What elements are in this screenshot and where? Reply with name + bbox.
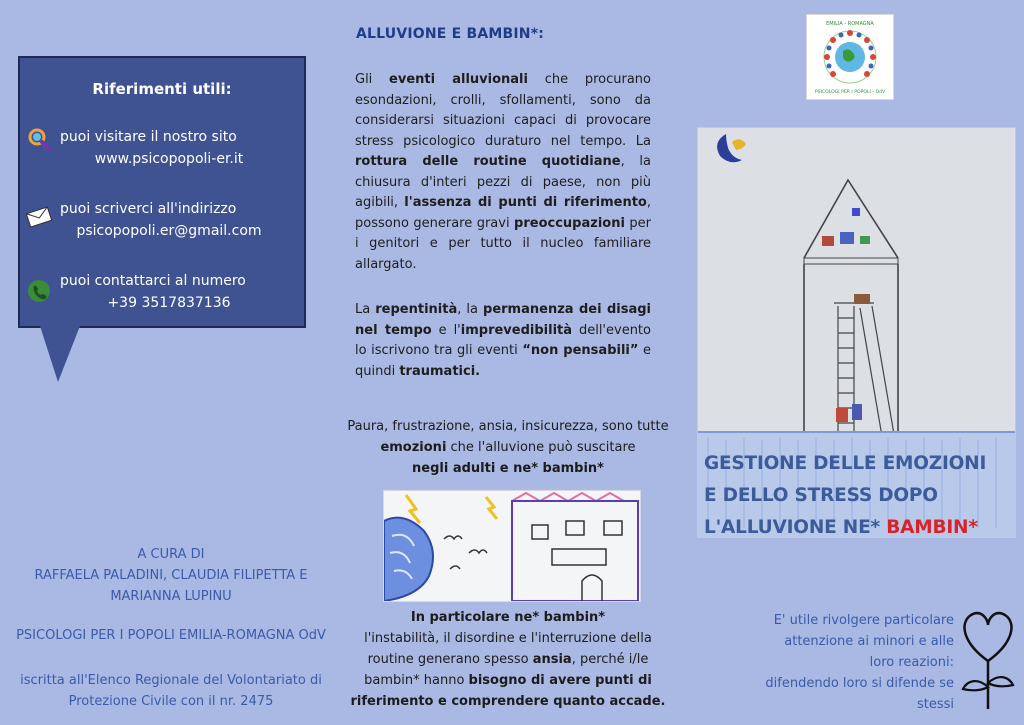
- p2-bold-4: “non pensabili”: [522, 343, 639, 358]
- credits-registry-1: iscritta all'Elenco Regionale del Volontariato di: [20, 673, 322, 688]
- references-title: Riferimenti utili:: [92, 80, 232, 98]
- p1-bold-3: l'assenza di punti di riferimento: [404, 195, 647, 210]
- p2-bold-5: traumatici.: [399, 363, 481, 379]
- p1-text-e: , possono generare gravi: [355, 195, 651, 231]
- p1-text-f: per i genitori e per tutto il nucleo familiare allargato.: [355, 215, 651, 272]
- credits-org: PSICOLOGI PER I POPOLI EMILIA-ROMAGNA OdV: [16, 628, 326, 643]
- logo-top-text: EMILIA - ROMAGNA: [826, 21, 874, 27]
- child-drawing-flood: [383, 490, 641, 602]
- p2-text-c: , la: [457, 302, 484, 317]
- p1-bold-4: preoccupazioni: [514, 215, 625, 231]
- email-label: puoi scriverci all'indirizzo: [60, 201, 237, 217]
- credits-curated-by: A CURA DI: [137, 547, 205, 562]
- note-line-2: attenzione ai minori e alle: [784, 634, 954, 649]
- p2-bold-3: imprevedibilità: [460, 322, 573, 338]
- p2-text-e: dell'evento lo iscrivono tra gli eventi: [355, 322, 651, 358]
- p4-line-2b: , perché i/le: [571, 652, 649, 667]
- p1-bold-1: eventi alluvionali: [389, 72, 528, 87]
- phone-link[interactable]: +39 3517837136: [107, 295, 231, 311]
- credits-block: [0, 544, 342, 607]
- p1-bold-2: rottura delle routine quotidiane: [355, 154, 621, 169]
- p2-bold-2: permanenza dei disagi nel tempo: [355, 302, 651, 338]
- p3-bold-emotions: emozioni: [380, 440, 447, 455]
- website-link[interactable]: www.psicopopoli-er.it: [94, 151, 244, 167]
- p3-bold-adults: negli adulti e ne* bambin*: [412, 461, 604, 476]
- p2-bold-1: repentinità: [375, 302, 458, 317]
- cover-title-line-1: GESTIONE DELLE EMOZIONI: [704, 453, 987, 474]
- note-line-3: loro reazioni:: [869, 655, 954, 670]
- note-line-1: E' utile rivolgere particolare: [773, 613, 954, 628]
- cover-title-line-2: E DELLO STRESS DOPO: [704, 485, 938, 506]
- p2-text-d: e l': [431, 322, 461, 338]
- closing-note: [728, 610, 954, 715]
- magnifier-icon: [26, 126, 52, 152]
- p2-text-f: e quindi: [355, 343, 652, 379]
- middle-title: ALLUVIONE E BAMBIN*:: [356, 26, 545, 42]
- website-label: puoi visitare il nostro sito: [60, 129, 237, 145]
- p1-text-a: Gli: [355, 72, 390, 87]
- paragraph-1: [355, 70, 651, 275]
- paragraph-4: [340, 607, 676, 712]
- cover-title: [704, 448, 1004, 544]
- note-line-4: difendendo loro si difende se: [765, 676, 954, 691]
- p4-bold-anxiety: ansia: [532, 652, 572, 667]
- email-link[interactable]: psicopopoli.er@gmail.com: [76, 223, 262, 239]
- p4-line-2a: routine generano spesso: [367, 652, 533, 667]
- p4-line-1: l'instabilità, il disordine e l'interruzione della: [364, 631, 652, 646]
- p4-bold-need: bisogno di avere punti di: [468, 673, 652, 688]
- credits-registry-2: Protezione Civile con il nr. 2475: [68, 694, 274, 709]
- p4-line-3a: bambin* hanno: [364, 673, 469, 688]
- p4-bold-need-2: riferimento e comprendere quanto accade.: [350, 694, 666, 709]
- p3-line-2: che l'alluvione può suscitare: [446, 440, 636, 455]
- references-bubble: [18, 56, 306, 328]
- phone-row: [26, 270, 302, 314]
- note-line-5: stessi: [916, 697, 954, 712]
- phone-icon: [26, 278, 52, 304]
- cover-title-line-3b: BAMBIN*: [886, 517, 978, 538]
- paragraph-2: [355, 300, 651, 382]
- paragraph-3: [340, 416, 676, 479]
- credits-authors-1: RAFFAELA PALADINI, CLAUDIA FILIPETTA E: [34, 568, 308, 583]
- website-row: [26, 126, 302, 170]
- p1-text-c: che procurano esondazioni, crolli, sfollamenti, sono da considerarsi situazioni capaci di provocare stress psicologico duraturo nel tempo. La: [355, 72, 651, 149]
- phone-label: puoi contattarci al numero: [60, 273, 246, 289]
- email-row: [26, 198, 302, 242]
- bubble-tail: [40, 326, 80, 382]
- logo-bottom-text: PSICOLOGI PER I POPOLI - OdV: [814, 90, 886, 95]
- p1-text-d: , la chiusura d'interi pezzi di paese, non più agibili,: [355, 154, 652, 210]
- credits-registry: [0, 670, 342, 712]
- p4-title: In particolare ne* bambin*: [410, 610, 606, 625]
- heart-flower-icon: [957, 607, 1019, 711]
- organization-logo: [806, 14, 894, 100]
- envelope-icon: [26, 204, 52, 230]
- p2-text-a: La: [355, 302, 376, 317]
- p3-line-1: Paura, frustrazione, ansia, insicurezza, sono tutte: [347, 419, 669, 434]
- cover-title-line-3a: L'ALLUVIONE NE*: [704, 517, 887, 538]
- credits-authors-2: MARIANNA LUPINU: [110, 589, 232, 604]
